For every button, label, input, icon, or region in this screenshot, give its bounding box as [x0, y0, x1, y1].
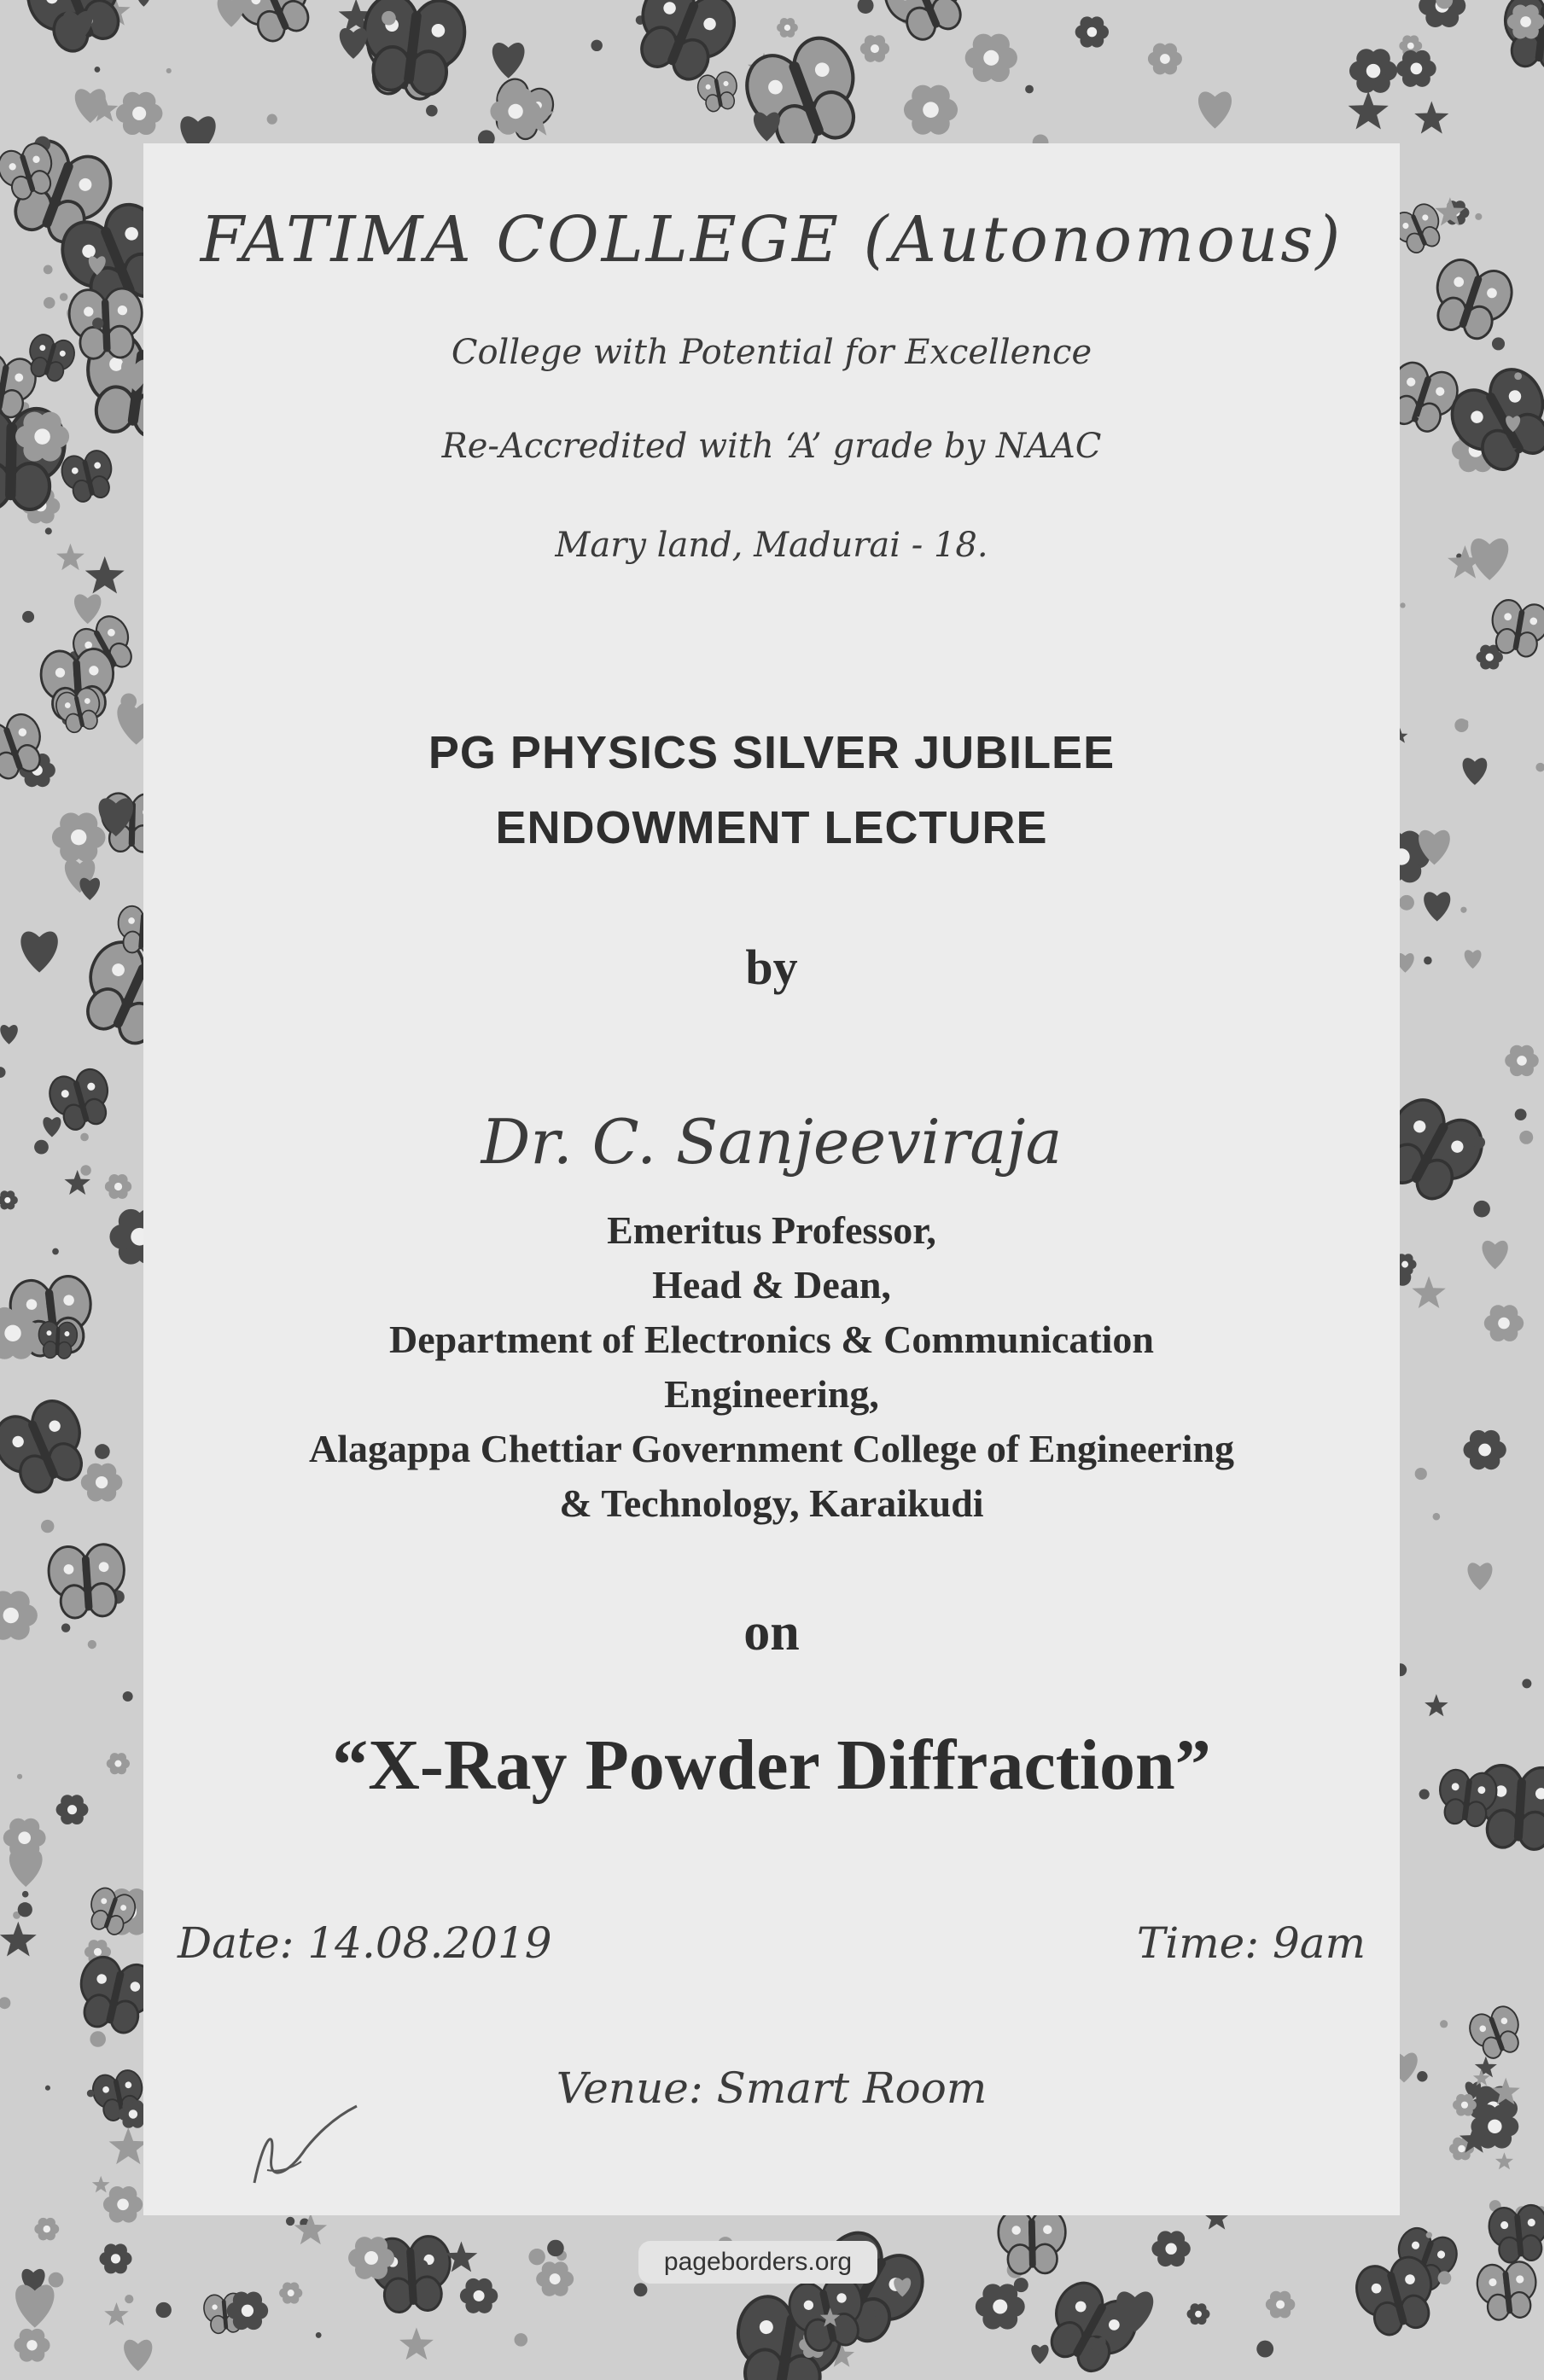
flower-icon	[1396, 50, 1436, 87]
star-icon	[1349, 91, 1389, 130]
dot-icon	[45, 2086, 50, 2091]
flower-icon	[105, 1174, 131, 1199]
dot-icon	[45, 527, 52, 534]
flower-icon	[116, 92, 163, 135]
dot-icon	[0, 1067, 6, 1078]
flower-icon	[103, 2186, 143, 2223]
dot-icon	[1492, 337, 1505, 350]
heart-icon	[1483, 1241, 1508, 1269]
flower-icon	[81, 1463, 123, 1502]
flower-icon	[1349, 49, 1397, 93]
dot-icon	[316, 2332, 322, 2338]
dot-icon	[1514, 372, 1522, 380]
speaker-department-2: Engineering,	[664, 1372, 879, 1416]
dot-icon	[95, 1444, 110, 1459]
flower-icon	[1151, 2231, 1190, 2267]
dot-icon	[1256, 2341, 1273, 2358]
dot-icon	[1400, 602, 1405, 608]
heart-icon	[124, 2340, 152, 2371]
dot-icon	[44, 265, 53, 275]
signature-mark	[229, 2089, 374, 2200]
dot-icon	[156, 2302, 172, 2318]
heart-icon	[43, 1117, 61, 1137]
speaker-name: Dr. C. Sanjeeviraja	[481, 1106, 1063, 1178]
heart-icon	[1465, 950, 1482, 969]
butterfly-icon	[47, 1543, 127, 1620]
dot-icon	[18, 1902, 32, 1917]
dot-icon	[80, 1165, 90, 1175]
dot-icon	[1519, 1131, 1533, 1144]
dot-icon	[634, 2283, 648, 2296]
speaker-department-1: Department of Electronics & Communication	[388, 1318, 1154, 1361]
dot-icon	[591, 40, 602, 51]
dot-icon	[1473, 1137, 1485, 1149]
event-date: Date: 14.08.2019	[178, 1918, 552, 1968]
flower-icon	[0, 1190, 18, 1209]
flower-icon	[1463, 1430, 1506, 1469]
event-title-line2: ENDOWMENT LECTURE	[495, 802, 1048, 853]
dot-icon	[1025, 85, 1034, 94]
flower-icon	[1266, 2291, 1295, 2319]
dot-icon	[547, 2240, 564, 2257]
event-title-line1: PG PHYSICS SILVER JUBILEE	[428, 727, 1116, 778]
pageborders-credit: pageborders.org	[638, 2241, 877, 2284]
star-icon	[1495, 2152, 1513, 2169]
dot-icon	[92, 317, 103, 329]
dot-icon	[22, 611, 34, 623]
flower-icon	[34, 2218, 59, 2241]
dot-icon	[286, 2217, 294, 2226]
dot-icon	[0, 1997, 10, 2009]
event-venue: Venue: Smart Room	[556, 2063, 988, 2113]
dot-icon	[80, 1133, 89, 1142]
on-label: on	[743, 1603, 800, 1661]
flower-icon	[0, 1591, 38, 1639]
flower-icon	[1484, 1305, 1524, 1341]
college-name: FATIMA COLLEGE (Autonomous)	[200, 203, 1343, 276]
butterfly-icon	[1036, 2275, 1145, 2380]
butterfly-icon	[1442, 360, 1544, 481]
star-icon	[1412, 1276, 1445, 1308]
star-icon	[294, 2213, 327, 2244]
flower-icon	[14, 2329, 50, 2362]
dot-icon	[61, 1623, 70, 1632]
heart-icon	[492, 43, 525, 79]
event-title	[143, 715, 1400, 865]
lecture-topic: “X-Ray Powder Diffraction”	[332, 1725, 1211, 1805]
butterfly-icon	[878, 0, 975, 48]
dot-icon	[1475, 213, 1482, 220]
heart-icon	[15, 2284, 54, 2327]
butterfly-icon	[696, 70, 741, 113]
star-icon	[1475, 2057, 1497, 2078]
star-icon	[56, 544, 84, 570]
accreditation-text: Re-Accredited with ‘A’ grade by NAAC	[441, 427, 1102, 466]
dot-icon	[1454, 719, 1468, 732]
dot-icon	[1419, 1789, 1430, 1799]
dot-icon	[123, 1691, 133, 1702]
dot-icon	[382, 11, 396, 26]
college-tagline: College with Potential for Excellence	[451, 333, 1092, 372]
college-address: Mary land, Madurai - 18.	[555, 526, 988, 565]
dot-icon	[426, 105, 438, 117]
dot-icon	[90, 2031, 106, 2047]
dot-icon	[88, 1640, 96, 1649]
speaker-institution-2: & Technology, Karaikudi	[559, 1481, 984, 1525]
butterfly-icon	[68, 288, 143, 359]
heart-icon	[1031, 2345, 1048, 2365]
dot-icon	[1438, 2271, 1452, 2284]
heart-icon	[1468, 1562, 1493, 1590]
heart-icon	[0, 1025, 18, 1045]
flower-icon	[107, 1753, 130, 1774]
flower-icon	[52, 812, 106, 862]
flower-icon	[860, 35, 889, 62]
by-label: by	[745, 940, 798, 995]
butterfly-icon	[59, 448, 118, 505]
speaker-affiliation	[143, 1203, 1400, 1531]
butterfly-icon	[1465, 2003, 1527, 2063]
star-icon	[85, 556, 125, 594]
flower-icon	[56, 1795, 89, 1824]
dot-icon	[1535, 763, 1544, 772]
dot-icon	[858, 0, 874, 14]
dot-icon	[1399, 895, 1414, 911]
dot-icon	[1460, 907, 1466, 913]
dot-icon	[49, 2272, 64, 2288]
butterfly-icon	[1475, 2261, 1539, 2322]
butterfly-icon	[1488, 2203, 1544, 2264]
heart-icon	[74, 594, 101, 624]
heart-icon	[20, 931, 57, 972]
flower-icon	[3, 1818, 46, 1858]
dot-icon	[1014, 2278, 1028, 2292]
dot-icon	[87, 2090, 95, 2098]
dot-icon	[1440, 2020, 1448, 2028]
dot-icon	[873, 2309, 882, 2318]
dot-icon	[41, 1520, 54, 1533]
dot-icon	[267, 114, 277, 125]
event-time: Time: 9am	[1136, 1918, 1366, 1968]
heart-icon	[218, 0, 246, 27]
dot-icon	[417, 2260, 428, 2271]
flower-icon	[100, 2243, 132, 2273]
star-icon	[1414, 101, 1448, 133]
flower-icon	[536, 2261, 574, 2296]
dot-icon	[515, 2333, 528, 2347]
dot-icon	[120, 693, 137, 709]
star-icon	[104, 2302, 128, 2325]
dot-icon	[1522, 1679, 1531, 1688]
dot-icon	[166, 68, 172, 73]
dot-icon	[1515, 1109, 1527, 1120]
dot-icon	[528, 2249, 545, 2265]
flower-icon	[1075, 16, 1109, 47]
flower-icon	[1187, 2303, 1210, 2325]
speaker-institution-1: Alagappa Chettiar Government College of Engineering	[309, 1427, 1234, 1470]
dot-icon	[1424, 957, 1432, 965]
dot-icon	[52, 1248, 59, 1255]
invitation-page	[143, 143, 1400, 2215]
heart-icon	[754, 112, 780, 141]
star-icon	[0, 1922, 37, 1957]
butterfly-icon	[1425, 254, 1518, 346]
heart-icon	[137, 0, 150, 7]
dot-icon	[1426, 2232, 1432, 2237]
speaker-designation-1: Emeritus Professor,	[607, 1208, 936, 1252]
dot-icon	[1473, 1201, 1490, 1218]
heart-icon	[1471, 538, 1508, 580]
heart-icon	[1424, 892, 1450, 921]
flower-icon	[460, 2278, 498, 2313]
dot-icon	[1415, 1468, 1427, 1480]
butterfly-icon	[737, 30, 873, 162]
dot-icon	[95, 67, 101, 73]
speaker-designation-2: Head & Dean,	[652, 1263, 891, 1306]
dot-icon	[1417, 2071, 1427, 2081]
dot-icon	[34, 1140, 49, 1155]
star-icon	[399, 2327, 434, 2360]
flower-icon	[777, 18, 798, 38]
butterfly-icon	[998, 2209, 1066, 2274]
dot-icon	[125, 2295, 133, 2303]
flower-icon	[1505, 1045, 1539, 1076]
flower-icon	[965, 34, 1017, 82]
flower-icon	[279, 2283, 302, 2304]
dot-icon	[17, 1774, 22, 1779]
star-icon	[92, 2176, 110, 2193]
flower-icon	[1148, 44, 1182, 75]
dot-icon	[1433, 1513, 1441, 1521]
flower-icon	[904, 85, 958, 135]
dot-icon	[44, 297, 55, 309]
star-icon	[1425, 1694, 1448, 1716]
star-icon	[109, 2127, 148, 2164]
heart-icon	[1198, 91, 1232, 128]
dot-icon	[22, 1891, 29, 1898]
heart-icon	[340, 28, 367, 59]
heart-icon	[79, 878, 100, 900]
heart-icon	[1463, 758, 1488, 785]
dot-icon	[60, 293, 68, 301]
